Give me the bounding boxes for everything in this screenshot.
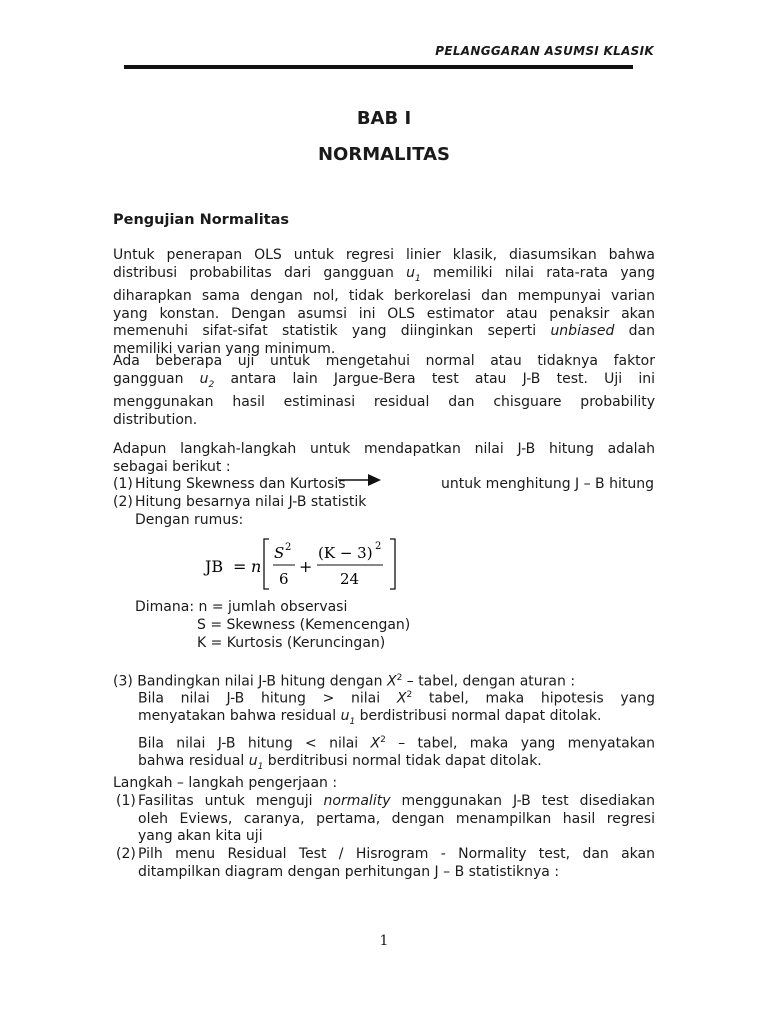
text-fragment: distribusi probabilitas dari gangguan bbox=[113, 264, 407, 281]
formula-s: S bbox=[274, 544, 285, 562]
work-1-text bbox=[138, 793, 655, 846]
where-k: K = Kurtosis (Keruncingan) bbox=[197, 635, 386, 651]
formula-label: Dengan rumus: bbox=[135, 512, 244, 528]
text-fragment: dan bbox=[614, 323, 655, 340]
text-line: yang konstan. Dengan asumsi ini OLS estimator atau penaksir akan bbox=[113, 305, 655, 322]
step-1-number: (1) bbox=[113, 476, 133, 492]
text-fragment: Bandingkan nilai J-B hitung dengan bbox=[132, 673, 387, 690]
text-fragment: tabel, maka hipotesis yang bbox=[412, 690, 655, 707]
text-line: Ada beberapa uji untuk mengetahui normal atau tidaknya faktor bbox=[113, 353, 655, 369]
formula-six: 6 bbox=[279, 570, 289, 588]
text-fragment: berditribusi normal tidak dapat ditolak. bbox=[263, 752, 542, 769]
text-line: distribution. bbox=[113, 411, 198, 428]
text-fragment: menyatakan bahwa residual bbox=[138, 708, 341, 725]
text-fragment: gangguan bbox=[113, 370, 200, 387]
text-line: menggunakan hasil estiminasi residual dan chisguare probability bbox=[113, 393, 655, 410]
text-line: diharapkan sama dengan nol, tidak berkorelasi dan mempunyai varian bbox=[113, 287, 655, 304]
paragraph-tests bbox=[113, 353, 655, 429]
formula-k-exp: 2 bbox=[375, 541, 382, 552]
text-fragment: Bila nilai J-B hitung > nilai bbox=[138, 690, 397, 707]
term-normality: normality bbox=[323, 793, 391, 809]
where-s: S = Skewness (Kemencengan) bbox=[197, 617, 411, 633]
variable-x: X bbox=[370, 735, 381, 752]
page-number: 1 bbox=[379, 933, 389, 949]
step-1-purpose: untuk menghitung J – B hitung bbox=[441, 476, 654, 492]
jb-formula bbox=[203, 535, 403, 595]
text-line bbox=[113, 323, 655, 341]
formula-equals: = bbox=[233, 557, 247, 576]
chapter-title: NORMALITAS bbox=[317, 144, 450, 165]
text-fragment: memenuhi sifat-sifat statistik yang diinginkan seperti bbox=[113, 323, 551, 340]
formula-k-minus-3: (K − 3) bbox=[318, 544, 373, 562]
arrow-right-icon bbox=[338, 473, 382, 487]
paragraph-ols bbox=[113, 247, 655, 358]
variable-x: X bbox=[386, 673, 397, 690]
work-title: Langkah – langkah pengerjaan : bbox=[113, 775, 338, 791]
formula-s-exp: 2 bbox=[285, 542, 292, 553]
work-2-number: (2) bbox=[116, 846, 136, 862]
text-line: Pilh menu Residual Test / Hisrogram - Normality test, dan akan bbox=[138, 846, 655, 862]
section-title: Pengujian Normalitas bbox=[113, 212, 290, 228]
text-line bbox=[113, 371, 655, 394]
work-1-number: (1) bbox=[116, 793, 136, 809]
left-bracket bbox=[264, 539, 269, 589]
step-3-rules bbox=[138, 687, 655, 776]
text-line bbox=[138, 753, 655, 776]
step-2-text: Hitung besarnya nilai J-B statistik bbox=[135, 494, 367, 510]
text-fragment: Bila nilai J-B hitung < nilai bbox=[138, 735, 371, 752]
text-line: memiliki varian yang minimum. bbox=[113, 340, 336, 357]
term-unbiased: unbiased bbox=[550, 323, 615, 340]
superscript: 2 bbox=[380, 734, 386, 745]
text-line: Untuk penerapan OLS untuk regresi linier klasik, diasumsikan bahwa bbox=[113, 247, 655, 263]
superscript: 2 bbox=[406, 690, 413, 700]
step-1-text: Hitung Skewness dan Kurtosis bbox=[135, 476, 346, 492]
text-line bbox=[138, 687, 655, 708]
variable-x: X bbox=[396, 690, 407, 707]
formula-twentyfour: 24 bbox=[340, 570, 360, 588]
text-line: yang akan kita uji bbox=[138, 828, 263, 845]
text-line: oleh Eviews, caranya, pertama, dengan menampilkan hasil regresi bbox=[138, 810, 655, 827]
where-n: Dimana: n = jumlah observasi bbox=[135, 599, 348, 615]
header-rule bbox=[124, 65, 633, 69]
text-fragment: berdistribusi normal dapat ditolak. bbox=[355, 708, 602, 725]
variable-u: u bbox=[248, 752, 258, 769]
text-line: sebagai berikut : bbox=[113, 458, 231, 475]
subscript: 1 bbox=[257, 761, 264, 772]
text-fragment: – tabel, maka yang menyatakan bbox=[385, 735, 656, 752]
chapter-number: BAB I bbox=[356, 108, 412, 129]
text-line: Adapun langkah-langkah untuk mendapatkan nilai J-B hitung adalah bbox=[113, 441, 655, 457]
text-line: ditampilkan diagram dengan perhitungan J – B statistiknya : bbox=[138, 863, 560, 880]
steps-intro bbox=[113, 441, 655, 476]
formula-plus: + bbox=[299, 557, 313, 576]
subscript: 2 bbox=[208, 379, 215, 390]
text-line bbox=[138, 708, 655, 731]
running-header: PELANGGARAN ASUMSI KLASIK bbox=[435, 44, 654, 58]
work-2-text bbox=[138, 846, 655, 881]
text-fragment: memiliki nilai rata-rata yang bbox=[420, 264, 655, 281]
text-fragment: bahwa residual bbox=[138, 752, 249, 769]
text-fragment: menggunakan J-B test disediakan bbox=[390, 793, 655, 809]
text-fragment: Fasilitas untuk menguji bbox=[138, 793, 324, 809]
variable-u: u bbox=[406, 264, 415, 281]
text-fragment: antara lain Jargue-Bera test atau J-B test. Uji ini bbox=[214, 370, 656, 387]
text-line bbox=[138, 793, 655, 811]
right-bracket bbox=[390, 539, 395, 589]
text-line bbox=[138, 732, 655, 753]
superscript: 2 bbox=[396, 673, 403, 683]
formula-lhs: JB bbox=[205, 557, 224, 576]
step-2-number: (2) bbox=[113, 494, 133, 510]
variable-u: u bbox=[340, 708, 350, 725]
subscript: 1 bbox=[349, 717, 356, 728]
subscript: 1 bbox=[414, 273, 421, 284]
text-line bbox=[113, 265, 655, 288]
text-fragment: – tabel, dengan aturan : bbox=[402, 673, 576, 690]
step-3-number: (3) bbox=[113, 673, 133, 690]
formula-n: n bbox=[251, 557, 262, 576]
variable-u: u bbox=[199, 370, 209, 387]
